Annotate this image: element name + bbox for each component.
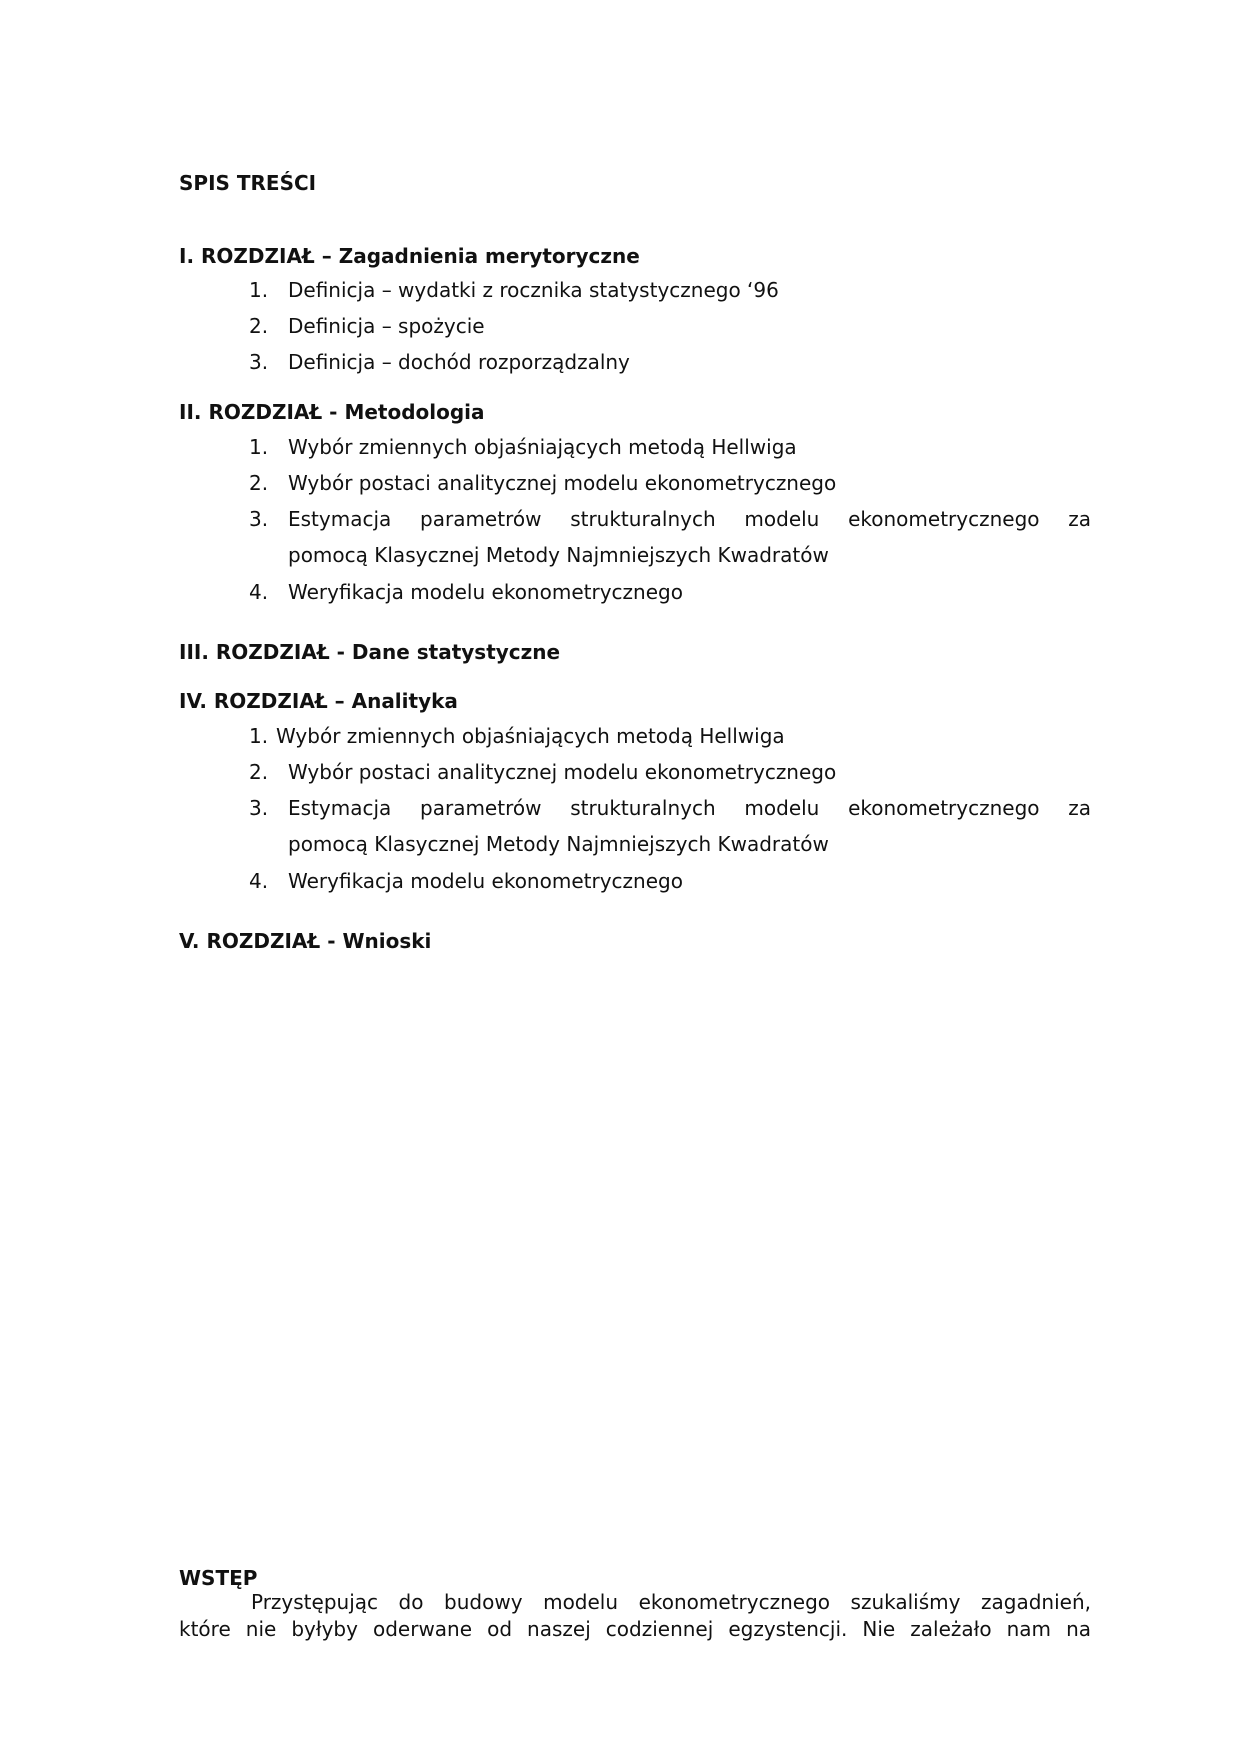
item-number: 4. [249,869,269,893]
toc-title: SPIS TREŚCI [179,171,317,195]
item-number: 1. [249,435,269,459]
item-number: 3. [249,796,269,820]
item-text-line-2: pomocą Klasycznej Metody Najmniejszych Kwadratów [288,832,829,856]
item-text: Definicja – dochód rozporządzalny [288,350,630,374]
item-text: Wybór zmiennych objaśniających metodą Hellwiga [276,724,785,748]
item-text: Definicja – wydatki z rocznika statystycznego ‘96 [288,278,779,302]
item-text: Wybór postaci analitycznej modelu ekonometrycznego [288,760,837,784]
item-text: Wybór zmiennych objaśniających metodą Hellwiga [288,435,797,459]
item-number: 3. [249,350,269,374]
item-number: 4. [249,580,269,604]
item-text-line-1: Estymacja parametrów strukturalnych modelu ekonometrycznego za [288,796,1091,820]
chapter-heading-5: V. ROZDZIAŁ - Wnioski [179,929,432,953]
item-text: Weryfikacja modelu ekonometrycznego [288,580,683,604]
item-text-line-2: pomocą Klasycznej Metody Najmniejszych Kwadratów [288,543,829,567]
intro-paragraph-line-2: które nie byłyby oderwane od naszej codziennej egzystencji. Nie zależało nam na [179,1617,1091,1641]
item-text: Weryfikacja modelu ekonometrycznego [288,869,683,893]
item-number: 1. [249,724,269,748]
item-number: 2. [249,314,269,338]
chapter-heading-1: I. ROZDZIAŁ – Zagadnienia merytoryczne [179,244,640,268]
item-number: 2. [249,760,269,784]
item-number: 3. [249,507,269,531]
intro-paragraph-line-1: Przystępując do budowy modelu ekonometrycznego szukaliśmy zagadnień, [251,1590,1091,1614]
intro-title: WSTĘP [179,1566,258,1590]
item-number: 1. [249,278,269,302]
chapter-heading-4: IV. ROZDZIAŁ – Analityka [179,689,458,713]
item-number: 2. [249,471,269,495]
item-text: Definicja – spożycie [288,314,485,338]
chapter-heading-3: III. ROZDZIAŁ - Dane statystyczne [179,640,561,664]
chapter-heading-2: II. ROZDZIAŁ - Metodologia [179,400,485,424]
item-text: Wybór postaci analitycznej modelu ekonometrycznego [288,471,837,495]
item-text-line-1: Estymacja parametrów strukturalnych modelu ekonometrycznego za [288,507,1091,531]
